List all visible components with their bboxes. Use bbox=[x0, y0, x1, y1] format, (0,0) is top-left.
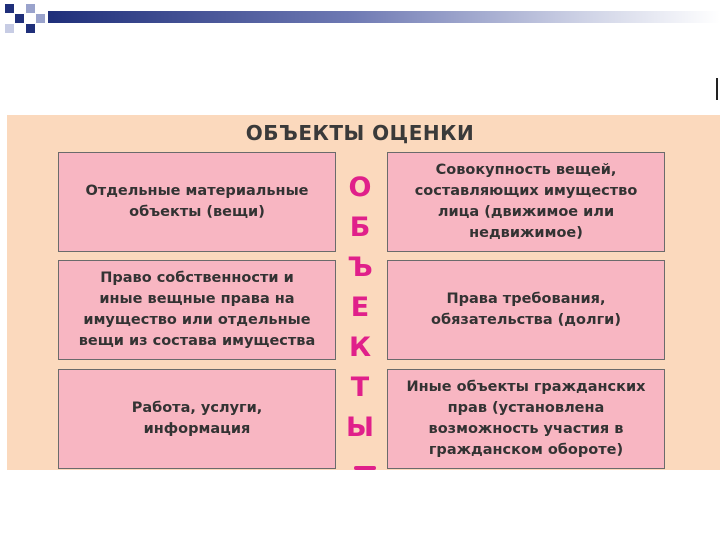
vertical-letter: О bbox=[348, 172, 372, 203]
box-material-objects bbox=[58, 152, 336, 252]
cropped-letter-fragment bbox=[354, 466, 376, 470]
box-work-services bbox=[58, 369, 336, 469]
deco-square bbox=[26, 4, 35, 13]
box-text: Отдельные материальные объекты (вещи) bbox=[85, 182, 309, 220]
deco-square bbox=[36, 14, 45, 23]
deco-square bbox=[5, 24, 14, 33]
box-text: Право собственности и иные вещные права на имущество или отдельные вещи из состава имущества bbox=[78, 269, 316, 350]
slide-title: ОБЪЕКТЫ ОЦЕНКИ bbox=[245, 121, 475, 145]
box-other-objects bbox=[387, 369, 665, 469]
vertical-letter: Ъ bbox=[347, 252, 373, 283]
vertical-letter: К bbox=[348, 332, 372, 363]
box-text: Работа, услуги, информация bbox=[131, 399, 263, 437]
header-gradient-bar bbox=[48, 11, 720, 23]
vertical-letter: Б bbox=[349, 212, 371, 243]
box-claim-rights bbox=[387, 260, 665, 360]
deco-square bbox=[5, 4, 14, 13]
vertical-letter: Е bbox=[350, 292, 370, 323]
edge-marker bbox=[716, 78, 718, 100]
deco-square bbox=[26, 24, 35, 33]
box-text: Совокупность вещей, составляющих имущество лица (движимое или недвижимое) bbox=[414, 161, 638, 242]
vertical-letter: Ы bbox=[346, 412, 374, 443]
box-text: Права требования, обязательства (долги) bbox=[431, 290, 621, 328]
box-property-aggregate bbox=[387, 152, 665, 252]
box-property-rights bbox=[58, 260, 336, 360]
vertical-letter: Т bbox=[350, 372, 370, 403]
vertical-word bbox=[338, 168, 382, 448]
box-text: Иные объекты гражданских прав (установлена возможность участия в гражданском обороте) bbox=[406, 378, 646, 459]
deco-square bbox=[15, 14, 24, 23]
